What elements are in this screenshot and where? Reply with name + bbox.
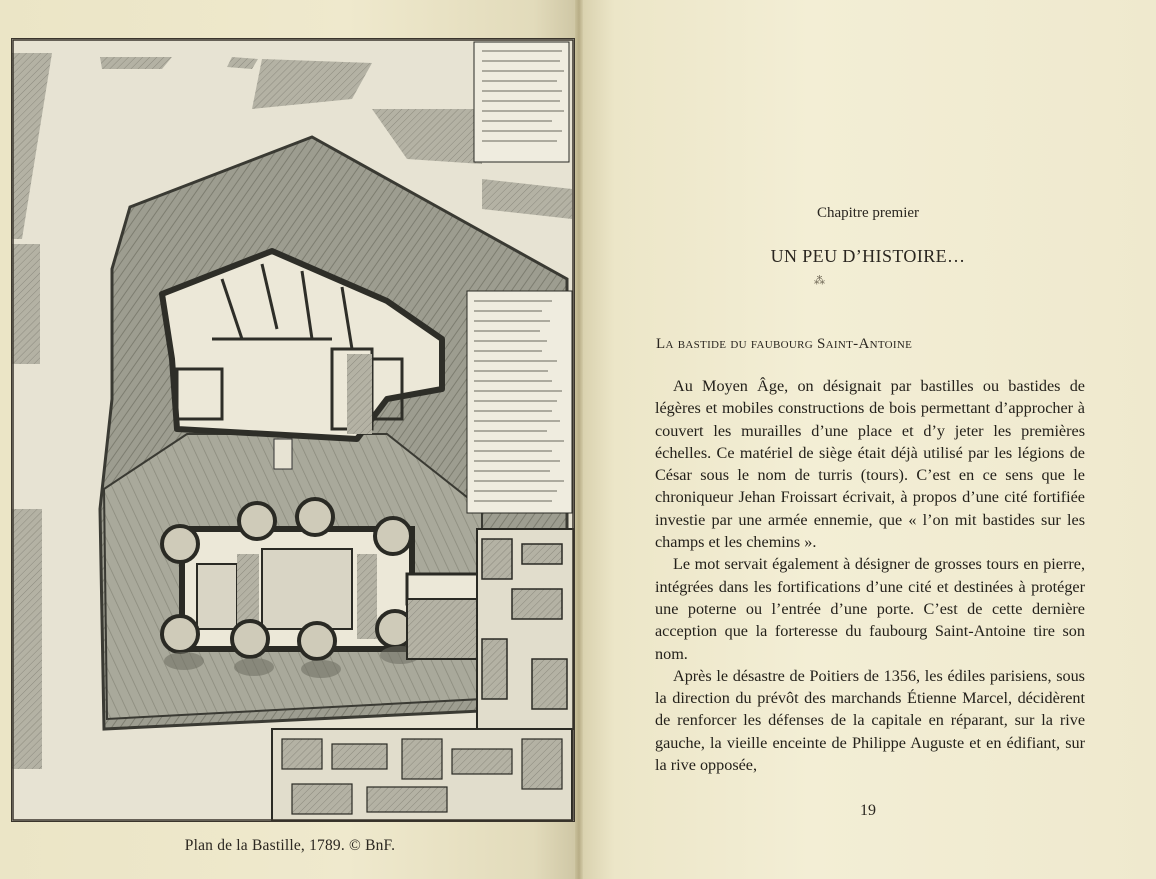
chapter-title: UN PEU D’HISTOIRE… — [770, 246, 966, 266]
paragraph-3: Après le désastre de Poitiers de 1356, les édiles parisiens, sous la direction du prévôt des marchands Étienne Marcel, décidèrent de renforcer les défenses de la capitale en réparant, sur la rive gauche, la vieille enceinte de Philippe Auguste et en édifiant, sur la rive opposée, — [655, 666, 1085, 775]
section-heading: La bastide du faubourg Saint-Antoine — [656, 336, 913, 352]
page-number: 19 — [860, 802, 876, 819]
book-gutter — [575, 0, 583, 879]
bastille-plan-engraving — [12, 39, 574, 821]
paragraph-1: Au Moyen Âge, on désignait par bastilles ou bastides de légères et mobiles constructions de bois permettant d’approcher à couvert les murailles d’une place et d’y jeter les premières échelles. Ce matériel de siège était déjà utilisé par les légions de César sous le nom de turris (tours). C’est en ce sens que le chroniqueur Jehan Froissart écrivait, à propos d’une cité fortifiée investie par une armée ennemie, que « l’on mit bastides sur les champs et les chemins ». — [655, 377, 1085, 552]
bastille-plan-figure — [11, 38, 575, 822]
chapter-label: Chapitre premier — [816, 205, 920, 221]
figure-caption: Plan de la Bastille, 1789. © BnF. — [184, 837, 396, 854]
ornament-icon: ⁂ — [814, 274, 825, 287]
body-text — [655, 375, 1085, 776]
paragraph-2: Le mot servait également à désigner de grosses tours en pierre, intégrées dans les fortifications d’une cité et destinées à protéger une poterne ou l’entrée d’une porte. C’est de cette dernière acception que la forteresse du faubourg Saint-Antoine tire son nom. — [655, 555, 1085, 663]
